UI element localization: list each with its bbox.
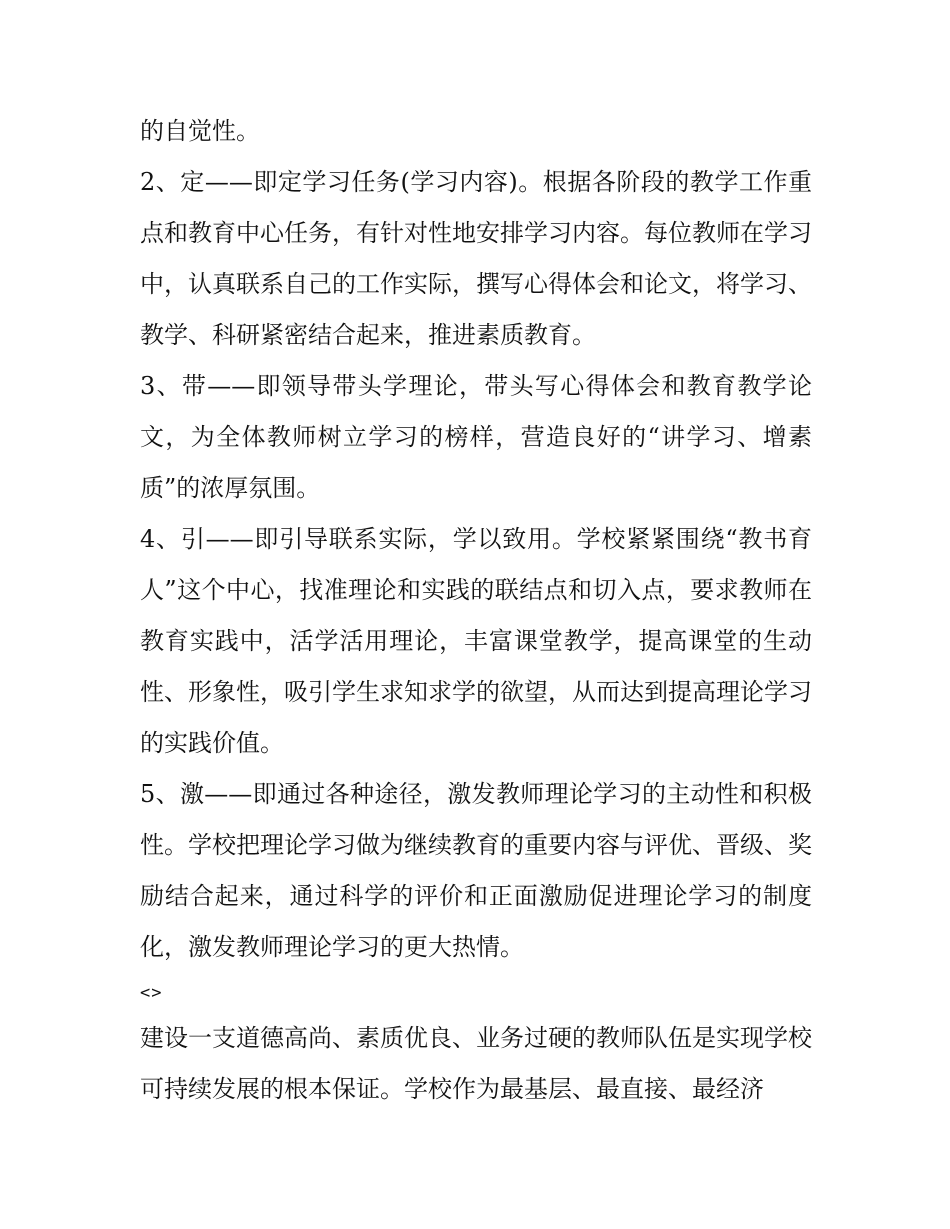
paragraph-closing: 建设一支道德高尚、素质优良、业务过硬的教师队伍是实现学校可持续发展的根本保证。学校作为最基层、最直接、最经济 <box>140 1024 812 1103</box>
paragraph-item-2: 2、定——即定学习任务(学习内容)。根据各阶段的教学工作重点和教育中心任务，有针对性地安排学习内容。每位教师在学习中，认真联系自己的工作实际，撰写心得体会和论文，将学习、教学、科研紧密结合起来，推进素质教育。 <box>140 168 812 349</box>
section-marker: <> <box>140 983 163 1003</box>
paragraph-item-5: 5、激——即通过各种途径，激发教师理论学习的主动性和积极性。学校把理论学习做为继续教育的重要内容与评优、晋级、奖励结合起来，通过科学的评价和正面激励促进理论学习的制度化，激发教师理论学习的更大热情。 <box>140 780 812 961</box>
document-body <box>140 106 812 1115</box>
paragraph-continuation: 的自觉性。 <box>140 117 260 145</box>
paragraph-item-4: 4、引——即引导联系实际，学以致用。学校紧紧围绕“教书育人”这个中心，找准理论和实践的联结点和切入点，要求教师在教育实践中，活学活用理论，丰富课堂教学，提高课堂的生动性、形象性，吸引学生求知求学的欲望，从而达到提高理论学习的实践价值。 <box>140 525 812 757</box>
paragraph-item-3: 3、带——即领导带头学理论，带头写心得体会和教育教学论文，为全体教师树立学习的榜样，营造良好的“讲学习、增素质”的浓厚氛围。 <box>140 372 812 502</box>
